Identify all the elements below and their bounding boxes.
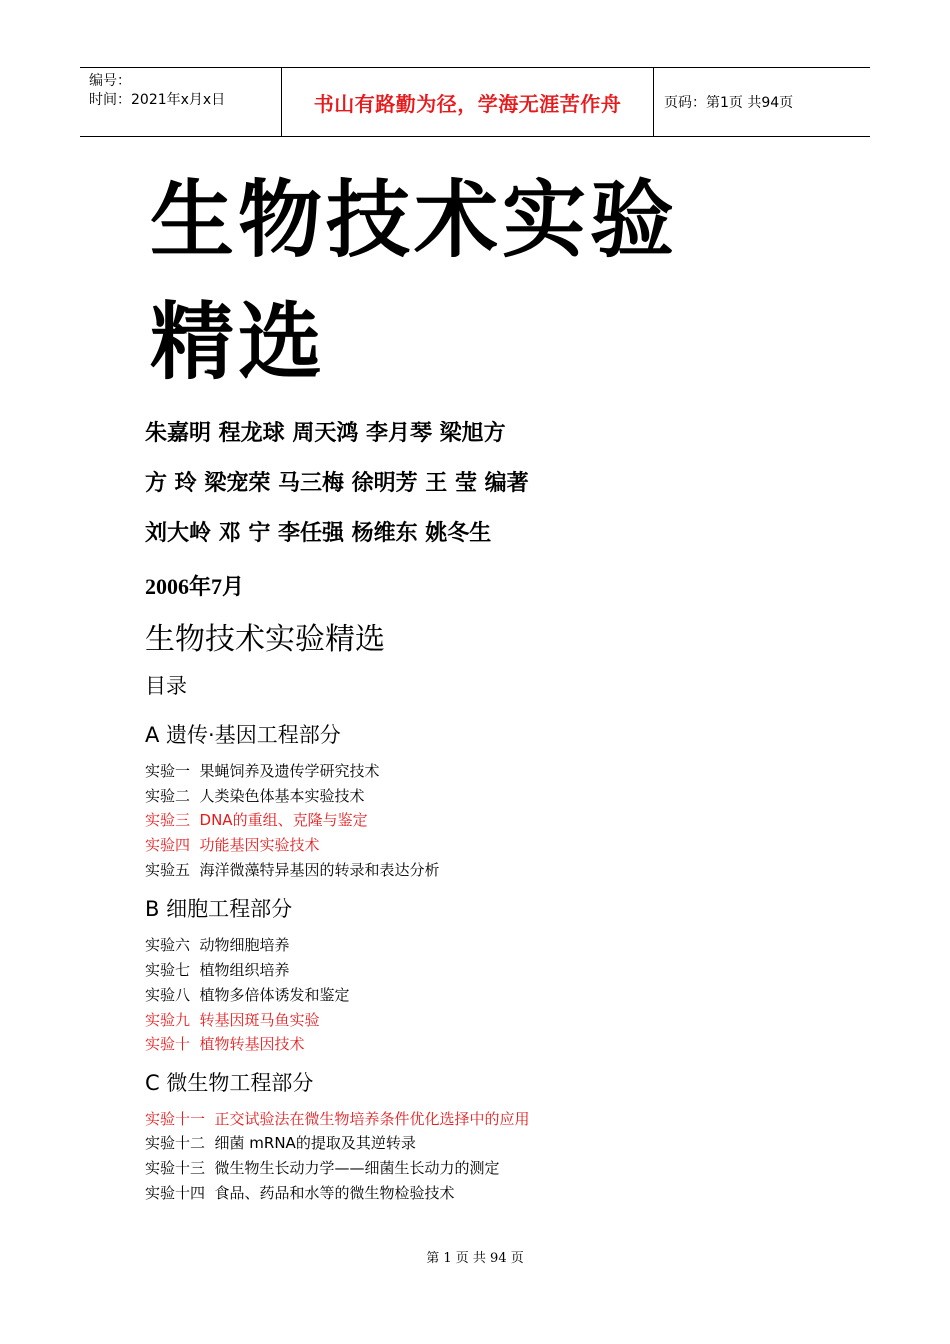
toc-item[interactable]: 实验四 功能基因实验技术	[145, 836, 320, 854]
toc-item[interactable]: 实验十二 细菌 mRNA的提取及其逆转录	[145, 1134, 416, 1152]
toc-item[interactable]: 实验九 转基因斑马鱼实验	[145, 1011, 320, 1029]
time-label: 时间：2021年x月x日	[89, 92, 226, 108]
authors-line-3: 刘大岭 邓 宁 李任强 杨维东 姚冬生	[145, 520, 492, 546]
toc-heading: 目录	[145, 674, 187, 698]
toc-section-c: C 微生物工程部分	[145, 1071, 314, 1095]
toc-section-a: A 遗传·基因工程部分	[145, 723, 341, 747]
toc-item[interactable]: 实验七 植物组织培养	[145, 961, 290, 979]
authors-line-2: 方 玲 梁宠荣 马三梅 徐明芳 王 莹 编著	[145, 470, 529, 496]
header-page-info: 页码：第1页 共94页	[664, 95, 794, 111]
authors-line-1: 朱嘉明 程龙球 周天鸿 李月琴 梁旭方	[145, 420, 506, 446]
toc-item[interactable]: 实验十四 食品、药品和水等的微生物检验技术	[145, 1184, 455, 1202]
toc-section-b: B 细胞工程部分	[145, 897, 293, 921]
toc-item[interactable]: 实验一 果蝇饲养及遗传学研究技术	[145, 762, 380, 780]
page-footer: 第 1 页 共 94 页	[426, 1251, 524, 1266]
toc-item[interactable]: 实验二 人类染色体基本实验技术	[145, 787, 365, 805]
toc-item[interactable]: 实验十 植物转基因技术	[145, 1035, 305, 1053]
document-title-line2: 精选	[150, 292, 327, 391]
document-title-line1: 生物技术实验	[150, 170, 679, 269]
toc-item[interactable]: 实验三 DNA的重组、克隆与鉴定	[145, 811, 368, 829]
toc-item[interactable]: 实验八 植物多倍体诱发和鉴定	[145, 986, 350, 1004]
toc-item[interactable]: 实验五 海洋微藻特异基因的转录和表达分析	[145, 861, 440, 879]
publication-date: 2006年7月	[145, 574, 245, 599]
number-label: 编号：	[89, 73, 131, 89]
toc-item[interactable]: 实验十三 微生物生长动力学——细菌生长动力的测定	[145, 1159, 500, 1177]
toc-item[interactable]: 实验十一 正交试验法在微生物培养条件优化选择中的应用	[145, 1110, 530, 1128]
header-meta	[80, 68, 281, 136]
header-motto: 书山有路勤为径，学海无涯苦作舟	[281, 68, 654, 136]
subtitle: 生物技术实验精选	[145, 622, 385, 657]
header-table	[80, 67, 870, 137]
toc-item[interactable]: 实验六 动物细胞培养	[145, 936, 290, 954]
